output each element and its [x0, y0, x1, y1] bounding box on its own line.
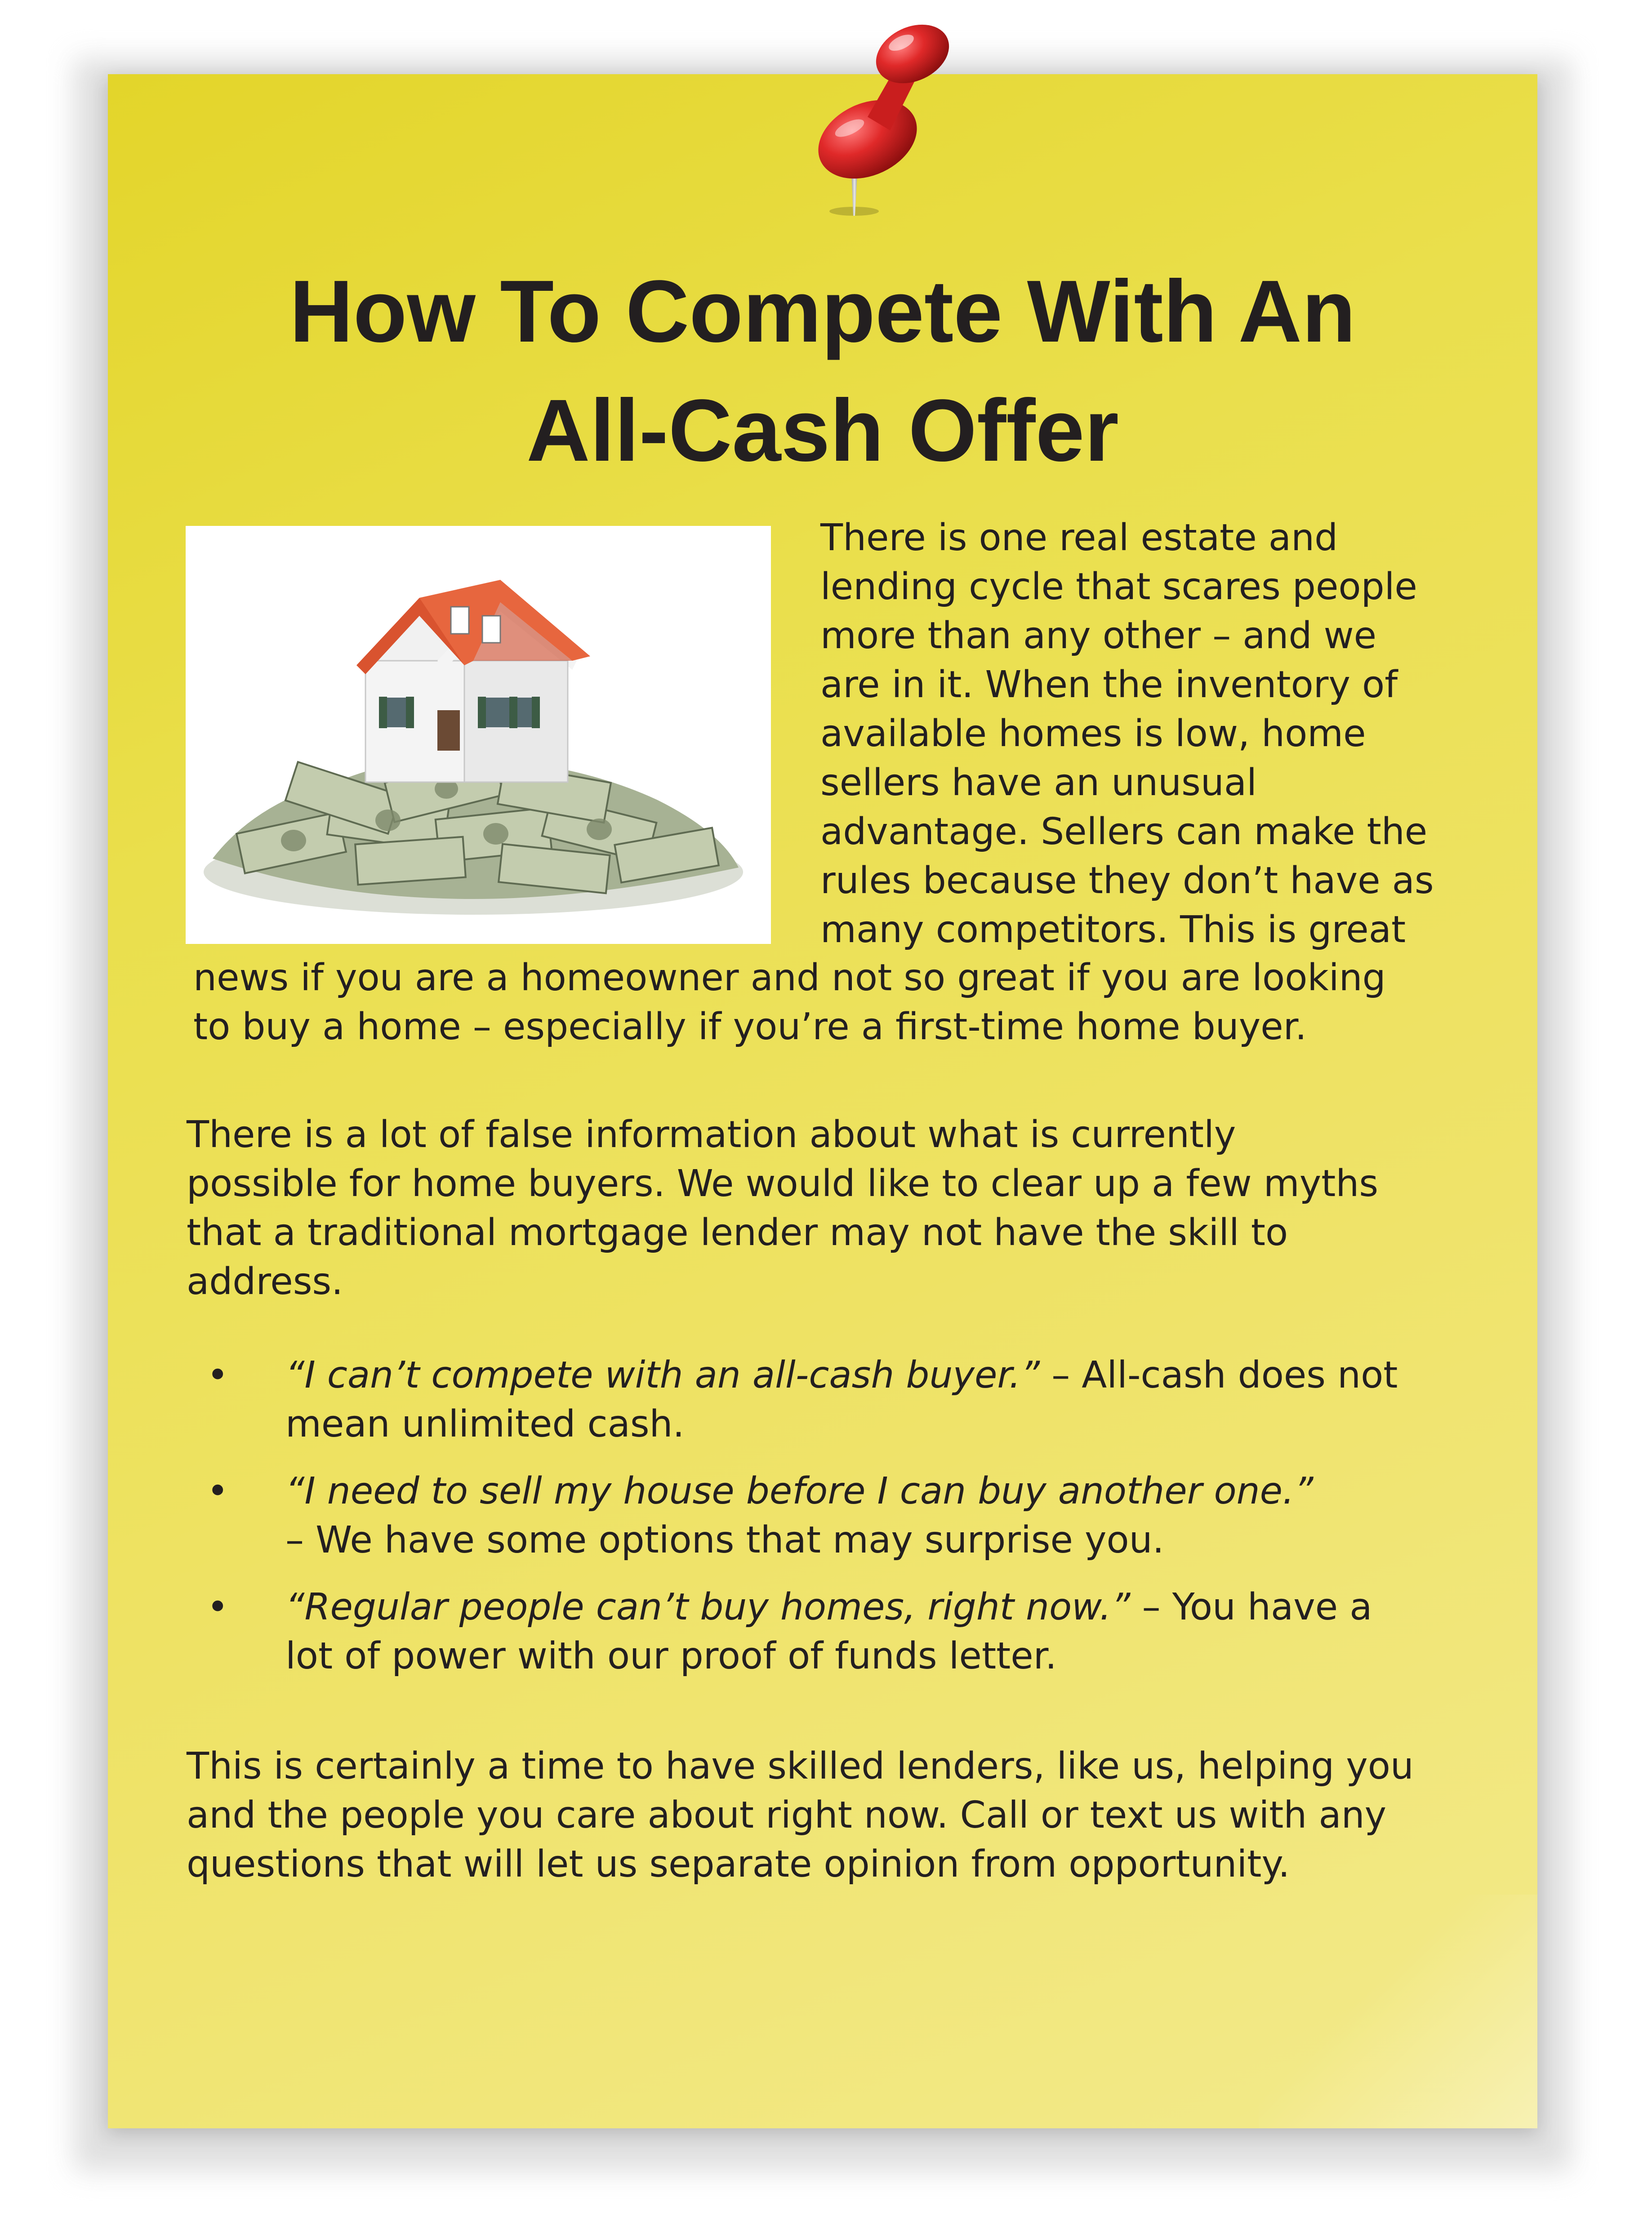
myth-quote: “I can’t compete with an all-cash buyer.”	[285, 1354, 1040, 1397]
bullet-line-2: – We have some options that may surprise you.	[285, 1519, 1164, 1562]
list-item	[187, 1351, 1490, 1449]
myth-answer: – You have a	[1130, 1586, 1372, 1628]
myth-quote: “I need to sell my house before I can buy another one.”	[285, 1470, 1314, 1513]
intro-line: are in it. When the inventory of	[820, 663, 1398, 706]
bullet-icon: •	[207, 1470, 229, 1513]
bullet-icon: •	[207, 1586, 229, 1628]
paragraph-line: and the people you care about right now. Call or text us with any	[187, 1794, 1387, 1837]
intro-paragraph-wrapped	[820, 513, 1495, 954]
intro-line: news if you are a homeowner and not so great if you are looking	[193, 957, 1386, 999]
title-line-1: How To Compete With An	[289, 262, 1356, 360]
myths-paragraph	[187, 1110, 1490, 1306]
intro-line: sellers have an unusual	[820, 761, 1257, 804]
intro-line: many competitors. This is great	[820, 908, 1406, 951]
bullet-line-1	[285, 1583, 1490, 1632]
myth-quote: “Regular people can’t buy homes, right now.”	[285, 1586, 1131, 1628]
house-on-cash-photo	[186, 526, 771, 944]
myth-answer: – All-cash does not	[1040, 1354, 1398, 1397]
list-item	[187, 1583, 1490, 1681]
closing-paragraph	[187, 1742, 1535, 1889]
intro-line: more than any other – and we	[820, 614, 1377, 657]
bullet-line-1	[285, 1467, 1490, 1516]
paragraph-line: There is a lot of false information about what is currently	[187, 1113, 1236, 1156]
bullet-icon: •	[207, 1354, 229, 1397]
bullet-line-2: lot of power with our proof of funds letter.	[285, 1635, 1057, 1677]
paragraph-line: address.	[187, 1260, 343, 1303]
paragraph-line: that a traditional mortgage lender may not have the skill to	[187, 1211, 1288, 1254]
title-line-2: All-Cash Offer	[526, 381, 1119, 480]
intro-line: lending cycle that scares people	[820, 565, 1417, 608]
intro-paragraph-continued	[193, 953, 1497, 1051]
paragraph-line: This is certainly a time to have skilled lenders, like us, helping you	[187, 1745, 1414, 1788]
page-title	[108, 252, 1537, 490]
pushpin-icon	[800, 13, 962, 220]
bullet-line-1	[285, 1351, 1490, 1400]
paragraph-line: questions that will let us separate opinion from opportunity.	[187, 1843, 1290, 1886]
intro-line: available homes is low, home	[820, 712, 1366, 755]
intro-line: rules because they don’t have as	[820, 859, 1434, 902]
paragraph-line: possible for home buyers. We would like to clear up a few myths	[187, 1162, 1379, 1205]
bullet-line-2: mean unlimited cash.	[285, 1403, 685, 1446]
intro-line: There is one real estate and	[820, 516, 1338, 559]
intro-line: advantage. Sellers can make the	[820, 810, 1428, 853]
list-item	[187, 1467, 1490, 1565]
myths-list	[187, 1351, 1490, 1699]
intro-line: to buy a home – especially if you’re a first-time home buyer.	[193, 1005, 1307, 1048]
